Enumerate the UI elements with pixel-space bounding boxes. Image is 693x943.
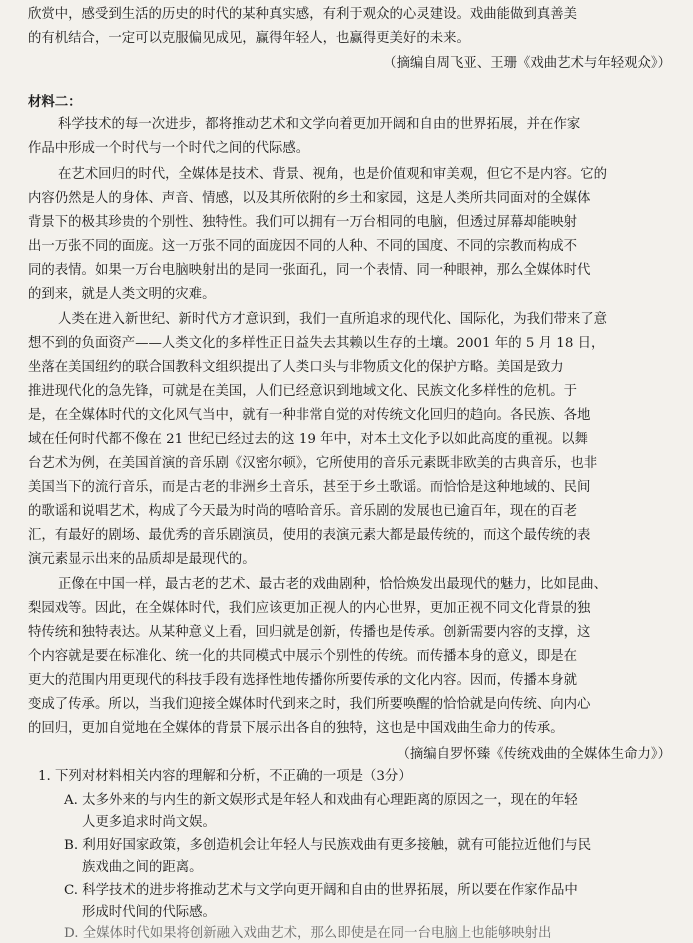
text-line: 科学技术的每一次进步，都将推动艺术和文学向着更加开阔和自由的世界拓展，并在作家: [58, 117, 581, 132]
text-line: 想不到的负面资产——人类文化的多样性正日益失去其赖以生存的土壤。2001 年的 5 月 18 日，: [28, 336, 605, 351]
text-line: 出一万张不同的面庞。这一万张不同的面庞因不同的人种、不同的国度、不同的宗教而构成不: [28, 239, 578, 254]
option-c-cont: 形成时代间的代际感。: [82, 905, 216, 920]
option-b: B. 利用好国家政策，多创造机会让年轻人与民族戏曲有更多接触，就有可能拉近他们与民: [64, 838, 592, 853]
text-line: 美国当下的流行音乐，而是古老的非洲乡土音乐，甚至于乡土歌谣。而恰恰是这种地域的、民间: [28, 480, 591, 495]
option-b-cont: 族戏曲之间的距离。: [82, 860, 203, 875]
source-citation: （摘编自罗怀臻《传统戏曲的全媒体生命力》）: [396, 747, 671, 762]
text-line: 的有机结合，一定可以克服偏见成见，赢得年轻人，也赢得更美好的未来。: [28, 31, 470, 46]
source-citation: （摘编自周飞亚、王珊《戏曲艺术与年轻观众》）: [383, 56, 671, 71]
text-line: 在艺术回归的时代，全媒体是技术、背景、视角，也是价值观和审美观，但它不是内容。它的: [58, 167, 608, 182]
text-line: 梨园戏等。因此，在全媒体时代，我们应该更加正视人的内心世界，更加正视不同文化背景的独: [28, 601, 591, 616]
text-line: 作品中形成一个时代与一个时代之间的代际感。: [28, 141, 310, 156]
text-line: 的到来，就是人类文明的灾难。: [28, 287, 216, 302]
text-line: 汇，有最好的剧场、最优秀的音乐剧演员，使用的表演元素大都是最传统的，而这个最传统的表: [28, 528, 591, 543]
text-line: 更大的范围内用更现代的科技手段有选择性地传播你所要传承的文化内容。因而，传播本身就: [28, 673, 578, 688]
text-line: 正像在中国一样，最古老的艺术、最古老的戏曲剧种，恰恰焕发出最现代的魅力，比如昆曲、: [58, 577, 608, 592]
text-line: 人类在进入新世纪、新时代方才意识到，我们一直所追求的现代化、国际化，为我们带来了意: [58, 312, 608, 327]
text-line: 内容仍然是人的身体、声音、情感，以及其所依附的乡土和家园，这是人类所共同面对的全媒体: [28, 191, 591, 206]
text-line: 是，在全媒体时代的文化风气当中，就有一种非常自觉的对传统文化回归的趋向。各民族、各地: [28, 408, 591, 423]
text-line: 台艺术为例，在美国首演的音乐剧《汉密尔顿》，它所使用的音乐元素既非欧美的古典音乐，也非: [28, 456, 598, 471]
text-line: 同的表情。如果一万台电脑映射出的是同一张面孔，同一个表情、同一种眼神，那么全媒体时代: [28, 263, 591, 278]
option-a: A. 太多外来的与内生的新文娱形式是年轻人和戏曲有心理距离的原因之一，现在的年轻: [64, 793, 578, 808]
text-line: 域在任何时代都不像在 21 世纪已经过去的这 19 年中，对本土文化予以如此高度的重视。以舞: [28, 432, 588, 447]
option-d: D. 全媒体时代如果将创新融入戏曲艺术，那么即使是在同一台电脑上也能够映射出: [64, 926, 552, 941]
text-line: 演元素显示出来的品质却是最现代的。: [28, 552, 256, 567]
text-line: 的回归，更加自觉地在全媒体的背景下展示出各自的独特，这也是中国戏曲生命力的传承。: [28, 721, 564, 736]
text-line: 变成了传承。所以，当我们迎接全媒体时代到来之时，我们所要唤醒的恰恰就是向传统、向内心: [28, 697, 591, 712]
text-line: 特传统和独特表达。从某种意义上看，回归就是创新，传播也是传承。创新需要内容的支撑，这: [28, 625, 591, 640]
text-line: 个内容就是要在标准化、统一化的共同模式中展示个别性的传统。而传播本身的意义，即是在: [28, 649, 578, 664]
text-line: 推进现代化的急先锋，可就是在美国，人们已经意识到地域文化、民族文化多样性的危机。于: [28, 384, 578, 399]
text-line: 背景下的极其珍贵的个别性、独特性。我们可以拥有一万台相同的电脑，但透过屏幕却能映射: [28, 215, 578, 230]
question-stem: 1. 下列对材料相关内容的理解和分析，不正确的一项是（3分）: [38, 769, 412, 784]
section-heading: 材料二：: [28, 94, 82, 110]
option-c: C. 科学技术的进步将推动艺术与文学向更开阔和自由的世界拓展，所以要在作家作品中: [64, 883, 578, 898]
text-line: 坐落在美国纽约的联合国教科文组织提出了人类口头与非物质文化的保护方略。美国是致力: [28, 360, 564, 375]
text-line: 的歌谣和说唱艺术，构成了今天最为时尚的嘻哈音乐。音乐剧的发展也已逾百年，现在的百老: [28, 504, 578, 519]
text-line: 欣赏中，感受到生活的历史的时代的某种真实感，有利于观众的心灵建设。戏曲能做到真善美: [28, 7, 578, 22]
option-a-cont: 人更多追求时尚文娱。: [82, 815, 216, 830]
